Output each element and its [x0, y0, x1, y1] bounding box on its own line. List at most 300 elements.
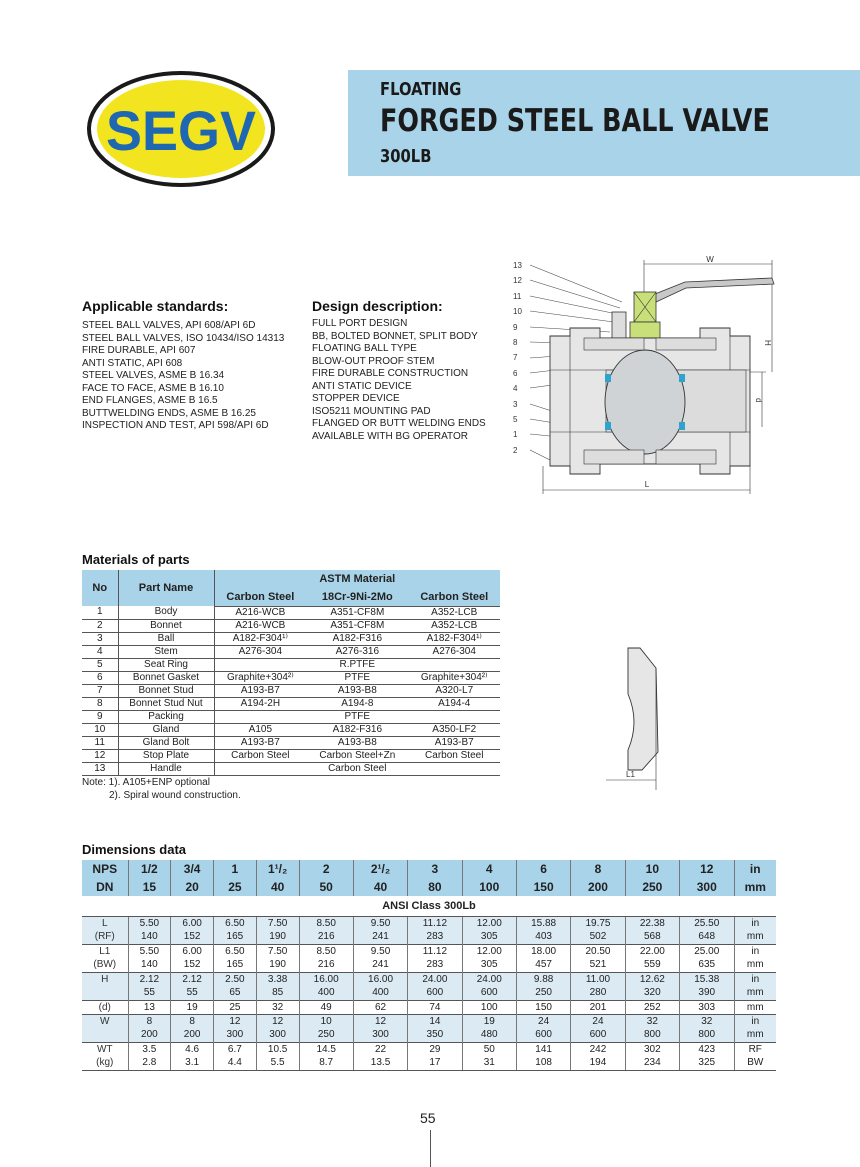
- material-value: A216-WCB: [214, 619, 306, 632]
- valve-section-drawing: [510, 252, 790, 502]
- dimension-value: 280: [571, 986, 625, 1000]
- material-value: R.PTFE: [214, 658, 500, 671]
- design-item: STOPPER DEVICE: [312, 393, 400, 404]
- dimension-value: 65: [214, 986, 257, 1000]
- dimension-value: 502: [571, 930, 625, 944]
- dimension-value: 242: [571, 1042, 625, 1056]
- dimension-value: 12.62: [625, 972, 679, 986]
- standard-item: FIRE DURABLE, API 607: [82, 345, 196, 356]
- material-part-name: Bonnet Stud: [118, 684, 214, 697]
- dimension-value: 6.50: [214, 916, 257, 930]
- material-no: 13: [82, 762, 118, 775]
- dimension-value: 252: [625, 1000, 679, 1014]
- material-value: A276-304: [214, 645, 306, 658]
- material-row: [82, 684, 500, 697]
- dimension-value: 400: [353, 986, 407, 1000]
- dimension-value: 3.5: [128, 1042, 171, 1056]
- material-row: [82, 632, 500, 645]
- dimension-value: 302: [625, 1042, 679, 1056]
- design-list: [312, 318, 486, 443]
- dimension-row: [82, 1028, 776, 1042]
- dimension-value: 16.00: [299, 972, 353, 986]
- dimension-value: 19: [462, 1014, 516, 1028]
- material-value: A182-F316: [306, 632, 408, 645]
- dim-h-label: H: [763, 340, 772, 346]
- material-row: [82, 762, 500, 775]
- dimension-value: 55: [171, 986, 214, 1000]
- dimension-value: 568: [625, 930, 679, 944]
- standard-item: STEEL BALL VALVES, API 608/API 6D: [82, 320, 256, 331]
- material-value: Carbon Steel: [408, 749, 500, 762]
- material-part-name: Bonnet Gasket: [118, 671, 214, 684]
- materials-heading: Materials of parts: [82, 552, 190, 567]
- standards-heading: Applicable standards:: [82, 298, 229, 314]
- dimension-value: 9.50: [353, 944, 407, 958]
- dimension-value: 49: [299, 1000, 353, 1014]
- material-row: [82, 749, 500, 762]
- material-value: A193-B7: [214, 736, 306, 749]
- dimension-row: [82, 916, 776, 930]
- dimension-value: 140: [128, 930, 171, 944]
- logo-text: SEGV: [106, 99, 256, 162]
- dimension-value: 3.1: [171, 1056, 214, 1070]
- material-no: 11: [82, 736, 118, 749]
- dimension-value: 600: [571, 1028, 625, 1042]
- dimension-value: 12: [353, 1014, 407, 1028]
- dimension-label: L: [82, 916, 128, 930]
- dimension-unit: mm: [734, 986, 776, 1000]
- nps-label: NPS: [82, 860, 128, 878]
- dimension-value: 423: [680, 1042, 734, 1056]
- material-row: [82, 645, 500, 658]
- dimension-label: [82, 986, 128, 1000]
- dimension-value: 300: [214, 1028, 257, 1042]
- material-row: [82, 658, 500, 671]
- dn-size: 40: [353, 878, 407, 896]
- callout-number: 6: [513, 368, 518, 378]
- dimension-unit: mm: [734, 1028, 776, 1042]
- nps-size: 12: [680, 860, 734, 878]
- dn-size: 15: [128, 878, 171, 896]
- dimension-row: [82, 944, 776, 958]
- dimension-value: 12: [256, 1014, 299, 1028]
- material-value: PTFE: [214, 710, 500, 723]
- material-value: A276-304: [408, 645, 500, 658]
- dim-d-label: d: [754, 398, 763, 403]
- material-part-name: Stop Plate: [118, 749, 214, 762]
- dimension-value: 22.38: [625, 916, 679, 930]
- material-row: [82, 736, 500, 749]
- material-part-name: Bonnet Stud Nut: [118, 697, 214, 710]
- dimension-value: 300: [256, 1028, 299, 1042]
- dimension-value: 559: [625, 958, 679, 972]
- material-part-name: Packing: [118, 710, 214, 723]
- dimension-value: 24: [571, 1014, 625, 1028]
- dimension-label: L1: [82, 944, 128, 958]
- dimension-value: 100: [462, 1000, 516, 1014]
- dim-w-label: W: [706, 255, 714, 264]
- dimension-value: 19: [171, 1000, 214, 1014]
- dimension-value: 50: [462, 1042, 516, 1056]
- dimension-value: 11.12: [408, 916, 462, 930]
- material-value: A350-LF2: [408, 723, 500, 736]
- note-2: 2). Spiral wound construction.: [109, 790, 241, 801]
- dimension-value: 16.00: [353, 972, 407, 986]
- dimension-value: 8.50: [299, 916, 353, 930]
- dimension-value: 2.50: [214, 972, 257, 986]
- dimension-value: 6.00: [171, 916, 214, 930]
- nps-size: 2¹/₂: [353, 860, 407, 878]
- material-part-name: Handle: [118, 762, 214, 775]
- design-item: FIRE DURABLE CONSTRUCTION: [312, 368, 469, 379]
- dimension-value: 13.5: [353, 1056, 407, 1070]
- design-heading: Design description:: [312, 298, 443, 314]
- material-value: A276-316: [306, 645, 408, 658]
- dimension-value: 5.5: [256, 1056, 299, 1070]
- dimension-value: 390: [680, 986, 734, 1000]
- dimension-value: 32: [256, 1000, 299, 1014]
- dimension-value: 9.50: [353, 916, 407, 930]
- standard-item: INSPECTION AND TEST, API 598/API 6D: [82, 420, 269, 431]
- dimension-row: [82, 958, 776, 972]
- dimension-value: 141: [516, 1042, 570, 1056]
- material-value: Carbon Steel: [214, 762, 500, 775]
- bw-end-detail-drawing: [600, 642, 690, 792]
- material-no: 4: [82, 645, 118, 658]
- title-band: [348, 70, 860, 176]
- page-divider: [430, 1130, 431, 1167]
- dimension-value: 8.50: [299, 944, 353, 958]
- standards-list: [82, 320, 284, 433]
- material-no: 2: [82, 619, 118, 632]
- dn-size: 250: [625, 878, 679, 896]
- dimension-value: 190: [256, 958, 299, 972]
- dimension-label: WT: [82, 1042, 128, 1056]
- material-value: A194-4: [408, 697, 500, 710]
- material-value: PTFE: [306, 671, 408, 684]
- dimension-value: 19.75: [571, 916, 625, 930]
- material-value: A352-LCB: [408, 606, 500, 619]
- dn-size: 300: [680, 878, 734, 896]
- dimension-value: 55: [128, 986, 171, 1000]
- material-part-name: Bonnet: [118, 619, 214, 632]
- dimension-value: 8: [128, 1014, 171, 1028]
- standard-item: STEEL BALL VALVES, ISO 10434/ISO 14313: [82, 332, 285, 344]
- material-row: [82, 606, 500, 619]
- dimension-value: 13: [128, 1000, 171, 1014]
- nps-size: 8: [571, 860, 625, 878]
- nps-size: 1¹/₂: [256, 860, 299, 878]
- callout-number: 2: [513, 445, 518, 455]
- dn-size: 25: [214, 878, 257, 896]
- dimension-value: 6.00: [171, 944, 214, 958]
- material-value: A182-F316: [306, 723, 408, 736]
- nps-size: 2: [299, 860, 353, 878]
- dimension-value: 165: [214, 930, 257, 944]
- dimension-value: 11.12: [408, 944, 462, 958]
- dimension-value: 403: [516, 930, 570, 944]
- dimension-value: 32: [625, 1014, 679, 1028]
- dimension-value: 6.50: [214, 944, 257, 958]
- dimension-value: 14: [408, 1014, 462, 1028]
- dimension-value: 521: [571, 958, 625, 972]
- dn-size: 200: [571, 878, 625, 896]
- material-value: A193-B8: [306, 684, 408, 697]
- dimension-unit: BW: [734, 1056, 776, 1070]
- material-value: A351-CF8M: [306, 619, 408, 632]
- nps-size: 6: [516, 860, 570, 878]
- dn-size: 100: [462, 878, 516, 896]
- material-part-name: Gland Bolt: [118, 736, 214, 749]
- material-row: [82, 619, 500, 632]
- dimensions-heading: Dimensions data: [82, 842, 187, 857]
- dimension-value: 150: [516, 1000, 570, 1014]
- material-part-name: Ball: [118, 632, 214, 645]
- dimension-label: (BW): [82, 958, 128, 972]
- dimension-value: 108: [516, 1056, 570, 1070]
- dimension-value: 8.7: [299, 1056, 353, 1070]
- dimension-unit: in: [734, 972, 776, 986]
- material-part-name: Stem: [118, 645, 214, 658]
- dn-size: 50: [299, 878, 353, 896]
- segv-logo: [86, 70, 276, 188]
- material-no: 8: [82, 697, 118, 710]
- dimension-value: 303: [680, 1000, 734, 1014]
- dimension-row: [82, 1014, 776, 1028]
- dimension-row: [82, 1000, 776, 1014]
- material-value: A194-2H: [214, 697, 306, 710]
- dimension-value: 283: [408, 930, 462, 944]
- callout-number: 8: [513, 338, 518, 348]
- dimension-value: 15.88: [516, 916, 570, 930]
- standard-item: BUTTWELDING ENDS, ASME B 16.25: [82, 407, 256, 419]
- material-no: 10: [82, 723, 118, 736]
- note-1: Note: 1). A105+ENP optional: [82, 777, 210, 788]
- material-value: Carbon Steel+Zn: [306, 749, 408, 762]
- dimension-value: 14.5: [299, 1042, 353, 1056]
- callout-number: 10: [513, 307, 522, 317]
- callout-number: 3: [513, 399, 518, 409]
- nps-size: 3: [408, 860, 462, 878]
- material-no: 9: [82, 710, 118, 723]
- col-part-name: Part Name: [118, 570, 214, 606]
- material-row: [82, 710, 500, 723]
- dn-size: 20: [171, 878, 214, 896]
- dimension-value: 24.00: [408, 972, 462, 986]
- dimension-value: 10.5: [256, 1042, 299, 1056]
- dimension-value: 325: [680, 1056, 734, 1070]
- dimension-value: 2.12: [128, 972, 171, 986]
- dimension-label: [82, 1028, 128, 1042]
- dimension-value: 283: [408, 958, 462, 972]
- title-main: FORGED STEEL BALL VALVE: [380, 103, 770, 139]
- dimension-value: 216: [299, 958, 353, 972]
- dimension-value: 6.7: [214, 1042, 257, 1056]
- dn-label: DN: [82, 878, 128, 896]
- dimensions-table: [82, 860, 776, 1071]
- material-value: A216-WCB: [214, 606, 306, 619]
- dimension-value: 300: [353, 1028, 407, 1042]
- design-item: ANTI STATIC DEVICE: [312, 380, 412, 392]
- dn-size: 80: [408, 878, 462, 896]
- material-value: A193-B8: [306, 736, 408, 749]
- dimension-value: 600: [462, 986, 516, 1000]
- material-value: Graphite+304²⁾: [408, 671, 500, 684]
- dimension-value: 8: [171, 1014, 214, 1028]
- dn-size: 40: [256, 878, 299, 896]
- material-row: [82, 723, 500, 736]
- callout-number: 13: [513, 261, 522, 270]
- dimension-unit: mm: [746, 959, 764, 971]
- dimension-value: 29: [408, 1042, 462, 1056]
- material-value: A182-F304¹⁾: [408, 632, 500, 645]
- dimension-value: 22.00: [625, 944, 679, 958]
- dimension-value: 12.00: [462, 916, 516, 930]
- material-no: 3: [82, 632, 118, 645]
- dim-l1-label: L1: [626, 770, 635, 779]
- material-value: A320-L7: [408, 684, 500, 697]
- dimension-value: 194: [571, 1056, 625, 1070]
- dimension-value: 320: [625, 986, 679, 1000]
- material-value: A352-LCB: [408, 619, 500, 632]
- dimension-value: 200: [128, 1028, 171, 1042]
- dimension-value: 140: [128, 958, 171, 972]
- dimension-value: 4.4: [214, 1056, 257, 1070]
- material-value: Carbon Steel: [214, 749, 306, 762]
- col-astm: ASTM Material: [214, 570, 500, 588]
- design-item: FLANGED OR BUTT WELDING ENDS: [312, 418, 486, 429]
- dimension-value: 12.00: [462, 944, 516, 958]
- dimension-value: 74: [408, 1000, 462, 1014]
- callout-number: 1: [513, 430, 518, 440]
- material-value: A193-B7: [408, 736, 500, 749]
- design-item: BB, BOLTED BONNET, SPLIT BODY: [312, 330, 478, 342]
- dimension-value: 24.00: [462, 972, 516, 986]
- callout-number: 5: [513, 415, 518, 425]
- callout-number: 4: [513, 384, 518, 394]
- dimension-value: 2.8: [128, 1056, 171, 1070]
- dimension-unit: mm: [734, 1000, 776, 1014]
- class-label: ANSI Class 300Lb: [82, 896, 776, 916]
- nps-size: 1: [214, 860, 257, 878]
- dimension-value: 250: [516, 986, 570, 1000]
- dimension-value: 24: [516, 1014, 570, 1028]
- dimension-value: 9.88: [516, 972, 570, 986]
- material-value: A105: [214, 723, 306, 736]
- material-value: A182-F304¹⁾: [214, 632, 306, 645]
- dimension-row: [82, 930, 776, 944]
- dn-size: 150: [516, 878, 570, 896]
- title-class: 300LB: [380, 146, 432, 167]
- dimension-value: 32: [680, 1014, 734, 1028]
- material-value: A194-8: [306, 697, 408, 710]
- dimension-value: 22: [353, 1042, 407, 1056]
- dimension-value: 600: [516, 1028, 570, 1042]
- dimension-value: 18.00: [516, 944, 570, 958]
- dimension-value: 25.00: [680, 944, 734, 958]
- dimension-value: 190: [256, 930, 299, 944]
- standard-item: FACE TO FACE, ASME B 16.10: [82, 382, 224, 394]
- dimension-label: (RF): [82, 930, 128, 944]
- dimension-value: 10: [299, 1014, 353, 1028]
- dimension-value: 241: [353, 930, 407, 944]
- design-item: BLOW-OUT PROOF STEM: [312, 355, 435, 367]
- dimension-label: W: [82, 1014, 128, 1028]
- material-value: A193-B7: [214, 684, 306, 697]
- dimension-unit: mm: [734, 930, 776, 944]
- material-part-name: Gland: [118, 723, 214, 736]
- col-no: No: [82, 570, 118, 606]
- design-item: AVAILABLE WITH BG OPERATOR: [312, 430, 468, 442]
- dimension-value: 305: [462, 958, 516, 972]
- dimension-value: 200: [171, 1028, 214, 1042]
- dimension-value: 85: [256, 986, 299, 1000]
- page-number: 55: [420, 1110, 436, 1126]
- dimension-value: 25: [214, 1000, 257, 1014]
- dimension-value: 62: [353, 1000, 407, 1014]
- dimension-value: 5.50: [128, 916, 171, 930]
- dimension-value: 250: [299, 1028, 353, 1042]
- dimension-label: (kg): [82, 1056, 128, 1070]
- dimension-row: [82, 1056, 776, 1070]
- standard-item: END FLANGES, ASME B 16.5: [82, 395, 218, 406]
- dimension-row: [82, 986, 776, 1000]
- dimension-value: 800: [680, 1028, 734, 1042]
- nps-size: 10: [625, 860, 679, 878]
- design-item: FULL PORT DESIGN: [312, 318, 408, 329]
- callout-number: 12: [513, 276, 522, 286]
- standard-item: ANTI STATIC, API 608: [82, 357, 183, 369]
- standard-item: STEEL VALVES, ASME B 16.34: [82, 370, 225, 381]
- nps-size: 4: [462, 860, 516, 878]
- dimension-value: 7.50: [256, 944, 299, 958]
- design-item: ISO5211 MOUNTING PAD: [312, 405, 431, 417]
- dimension-label: (d): [82, 1000, 128, 1014]
- dimension-value: 400: [299, 986, 353, 1000]
- dimension-value: 2.12: [171, 972, 214, 986]
- material-row: [82, 671, 500, 684]
- dimension-value: 25.50: [680, 916, 734, 930]
- col-carbon-steel-2: Carbon Steel: [408, 588, 500, 606]
- dimension-value: 15.38: [680, 972, 734, 986]
- nps-size: 1/2: [128, 860, 171, 878]
- title-floating: FLOATING: [380, 79, 462, 100]
- unit-in: in: [734, 860, 776, 878]
- dimension-value: 152: [171, 958, 214, 972]
- dimension-value: 457: [516, 958, 570, 972]
- callout-number: 7: [513, 353, 518, 363]
- dimension-unit: RF: [734, 1042, 776, 1056]
- dimension-label: H: [82, 972, 128, 986]
- material-value: A351-CF8M: [306, 606, 408, 619]
- material-part-name: Seat Ring: [118, 658, 214, 671]
- material-no: 12: [82, 749, 118, 762]
- dimension-value: 305: [462, 930, 516, 944]
- dimension-row: [82, 1042, 776, 1056]
- material-no: 6: [82, 671, 118, 684]
- design-item: FLOATING BALL TYPE: [312, 343, 417, 354]
- dimension-value: 12: [214, 1014, 257, 1028]
- dimension-value: 350: [408, 1028, 462, 1042]
- dimension-value: 635: [680, 958, 734, 972]
- col-carbon-steel-1: Carbon Steel: [214, 588, 306, 606]
- dimension-value: 17: [408, 1056, 462, 1070]
- dimension-value: 600: [408, 986, 462, 1000]
- dimension-value: 4.6: [171, 1042, 214, 1056]
- dimension-unit: in: [734, 916, 776, 930]
- material-no: 1: [82, 606, 118, 619]
- dimension-value: 5.50: [128, 944, 171, 958]
